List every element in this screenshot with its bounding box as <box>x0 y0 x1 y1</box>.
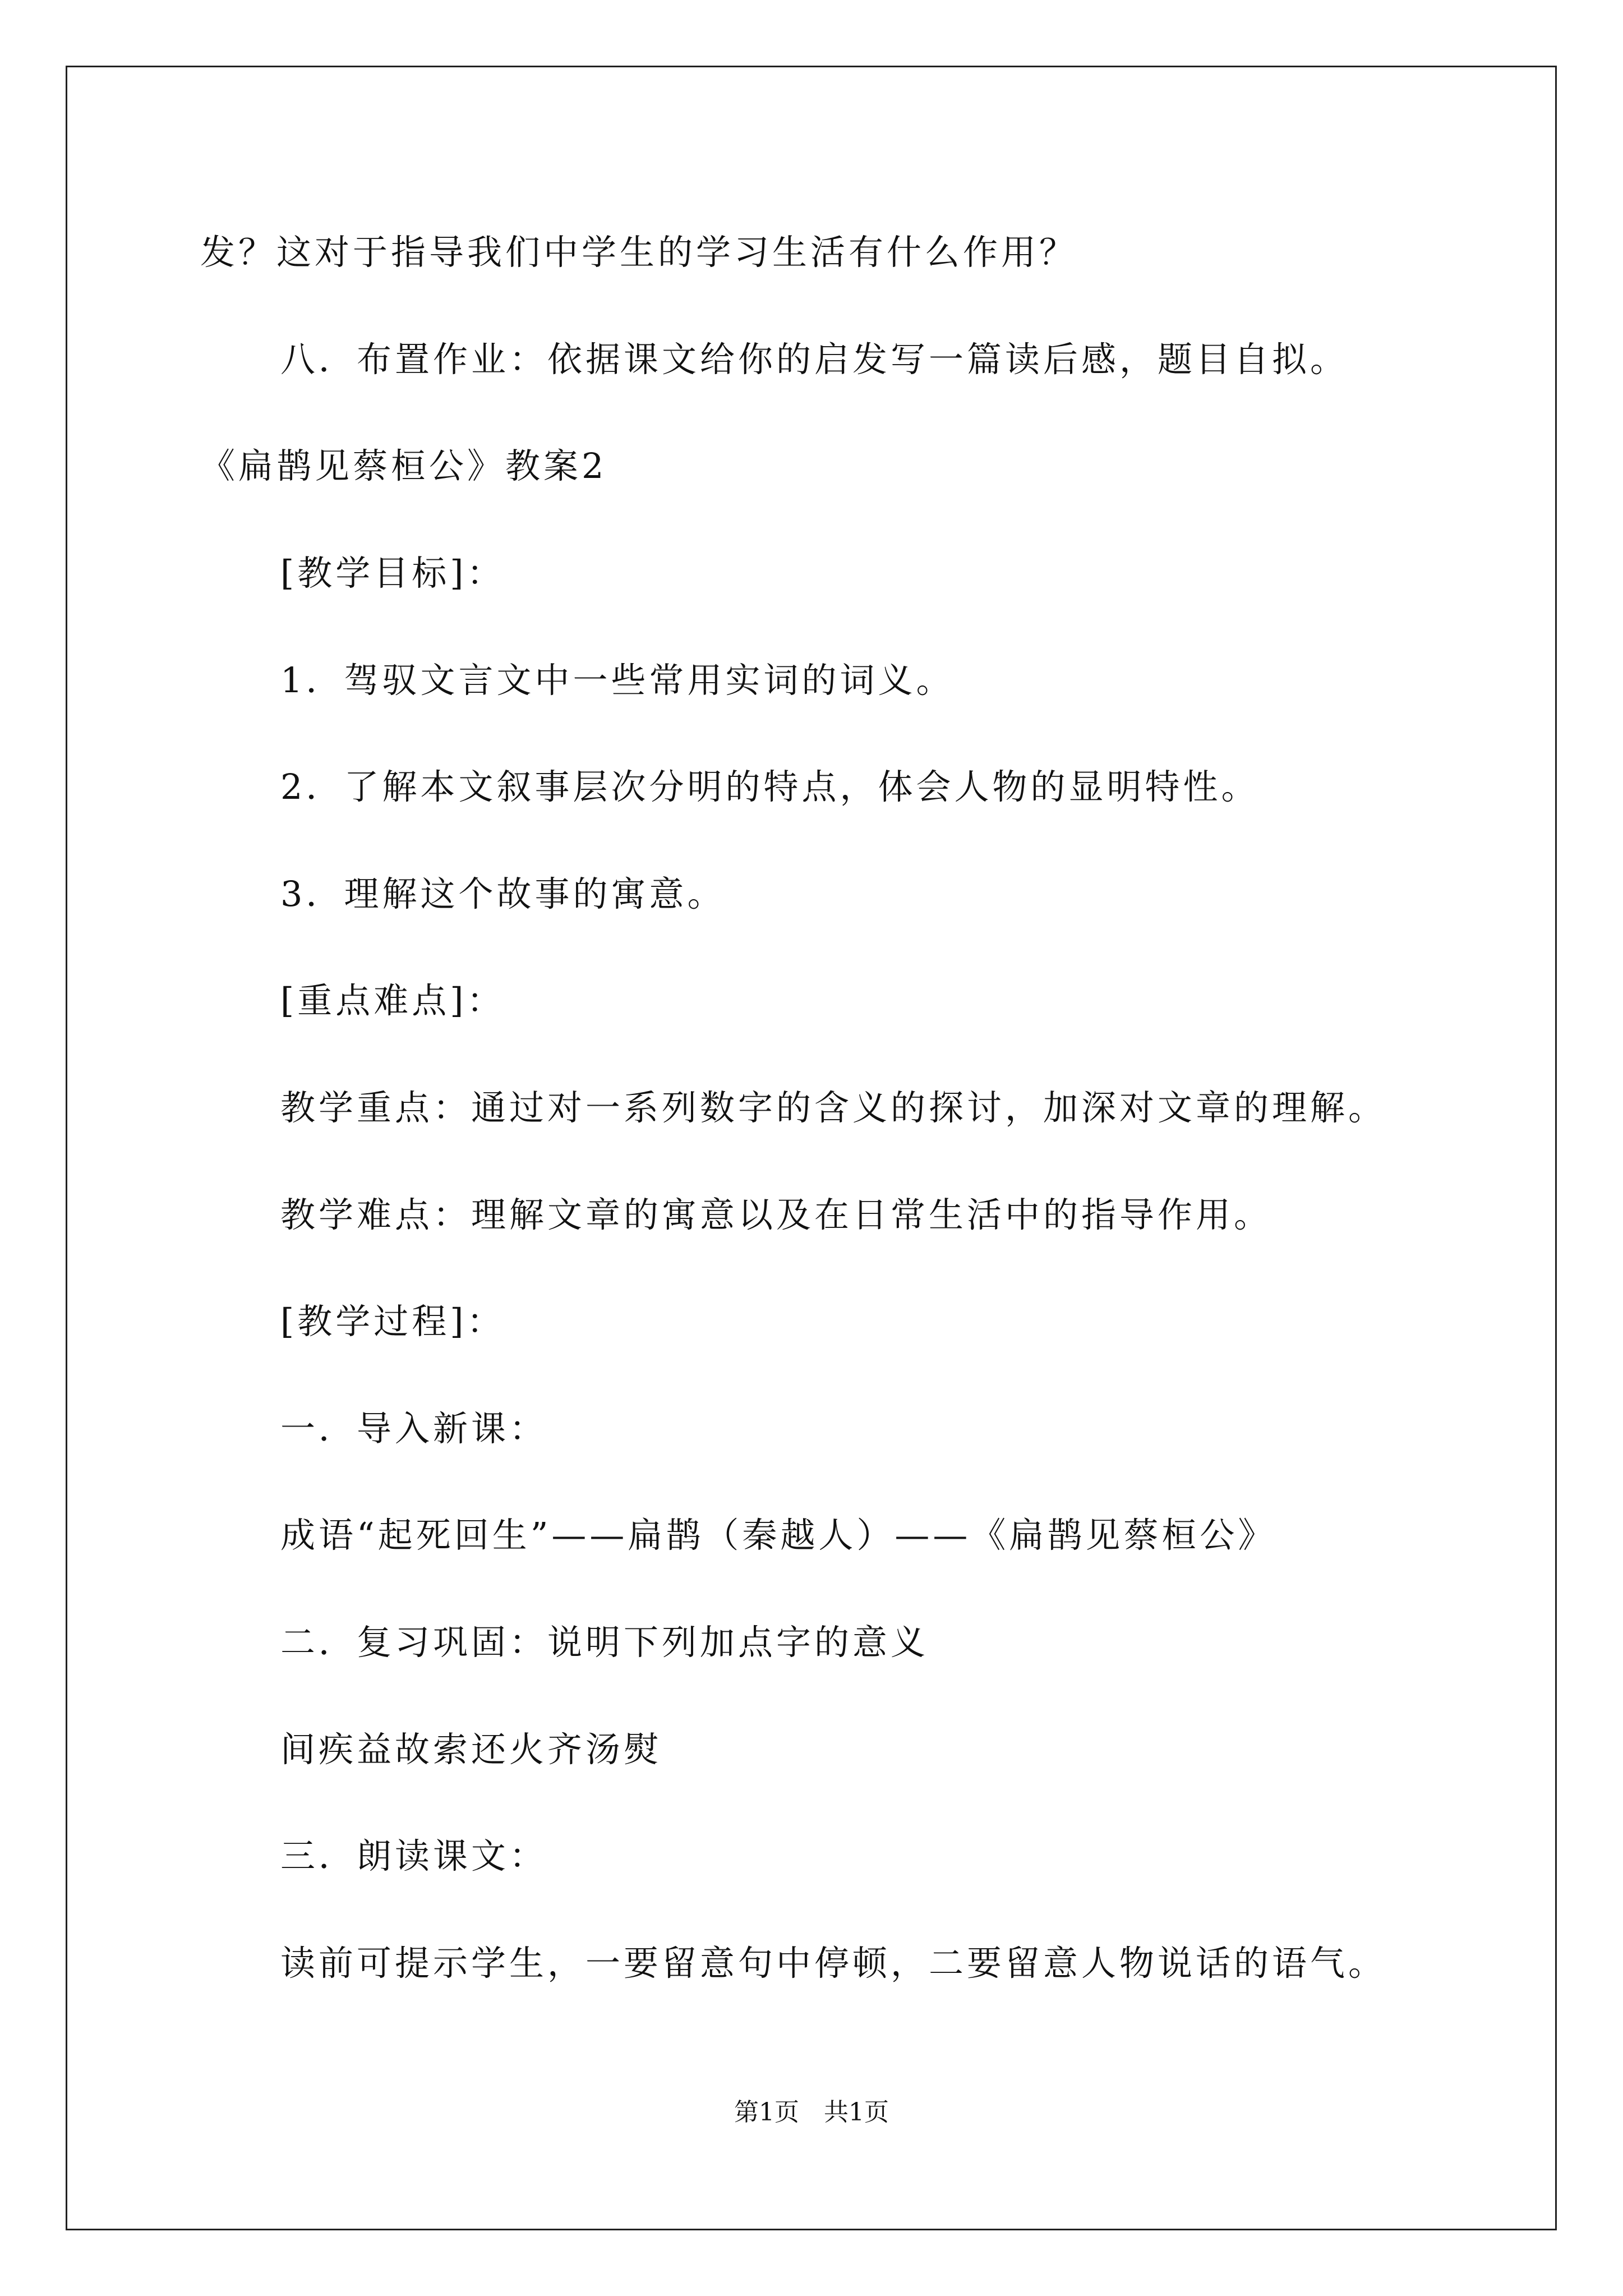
goal-item-1: 1．驾驭文言文中一些常用实词的词义。 <box>280 660 955 701</box>
key-point-difficulty: 教学难点：理解文章的寓意以及在日常生活中的指导作用。 <box>280 1194 1272 1235</box>
heading-teaching-process: [教学过程]： <box>280 1301 505 1342</box>
page-border <box>66 66 1557 2230</box>
heading-key-points: [重点难点]： <box>280 980 505 1021</box>
goal-item-2: 2．了解本文叙事层次分明的特点，体会人物的显明特性。 <box>280 766 1260 807</box>
text-line-homework: 八．布置作业：依据课文给你的启发写一篇读后感，题目自拟。 <box>280 339 1349 380</box>
text-line-continuation: 发？这对于指导我们中学生的学习生活有什么作用？ <box>200 232 1078 273</box>
process-step-2: 二．复习巩固：说明下列加点字的意义 <box>280 1622 929 1663</box>
heading-teaching-goals: [教学目标]： <box>280 553 505 593</box>
process-step-1: 一．导入新课： <box>280 1408 548 1449</box>
process-step-2-detail: 间疾益故索还火齐汤熨 <box>280 1729 662 1770</box>
process-step-3-detail: 读前可提示学生，一要留意句中停顿，二要留意人物说话的语气。 <box>280 1943 1387 1984</box>
section-title: 《扁鹊见蔡桓公》教案2 <box>200 445 607 486</box>
goal-item-3: 3．理解这个故事的寓意。 <box>280 873 726 914</box>
process-step-1-detail: 成语“起死回生”——扁鹊（秦越人）——《扁鹊见蔡桓公》 <box>280 1515 1276 1556</box>
key-point-focus: 教学重点：通过对一系列数字的含义的探讨，加深对文章的理解。 <box>280 1087 1387 1128</box>
process-step-3: 三．朗读课文： <box>280 1835 548 1876</box>
page-footer: 第1页 共1页 <box>734 2098 889 2127</box>
